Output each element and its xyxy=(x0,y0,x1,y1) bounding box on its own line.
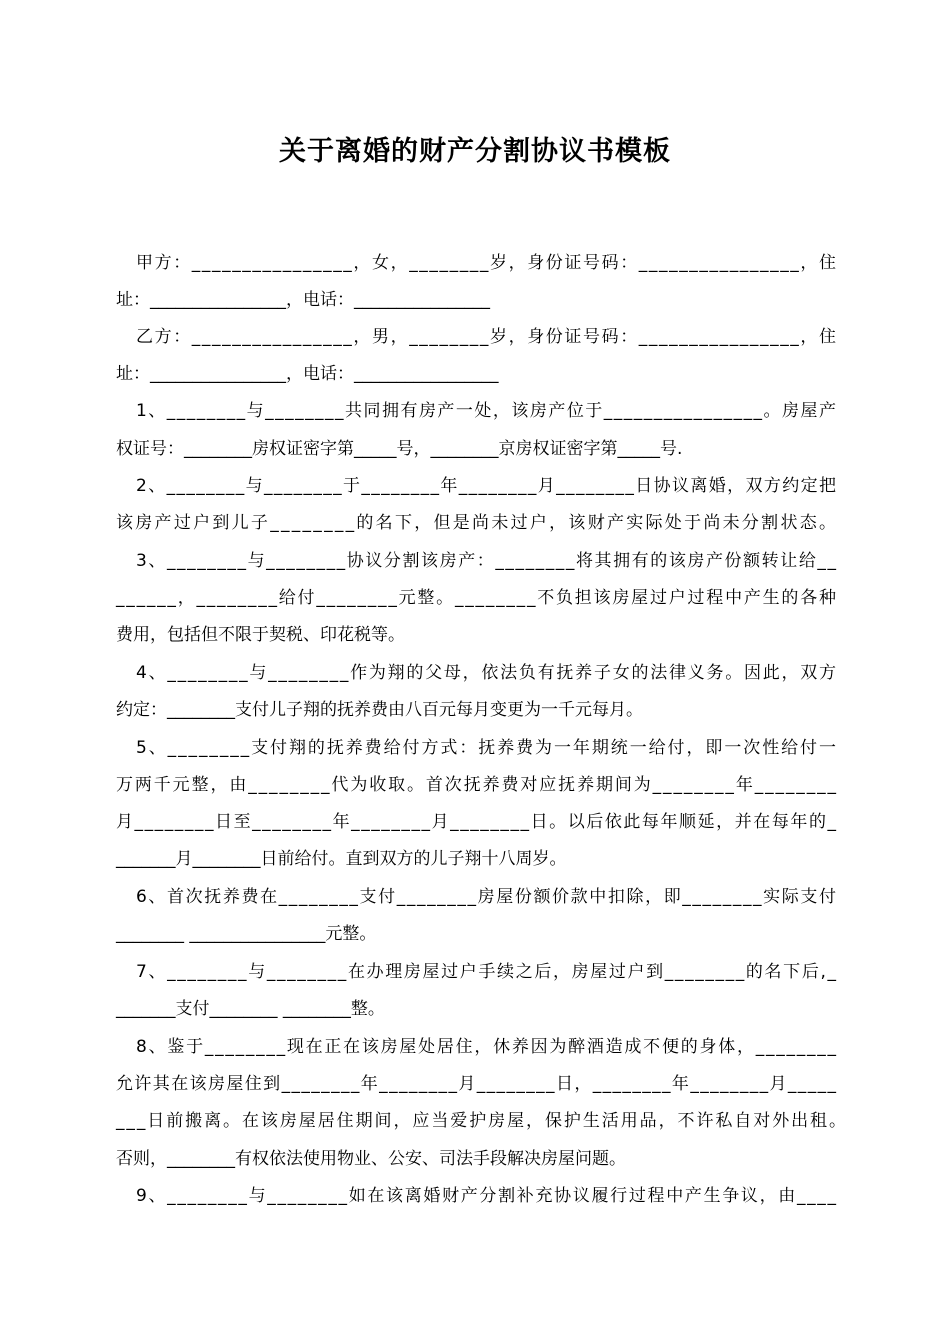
text-line: ______，________给付________元整。________不负担该房屋过户过程中产生的各种 xyxy=(116,588,838,608)
text-line: ________ ________________元整。 xyxy=(116,924,377,944)
text-line: 否则，________有权依法使用物业、公安、司法手段解决房屋问题。 xyxy=(116,1149,626,1169)
text-line: _______支付________ ________整。 xyxy=(116,999,385,1019)
text-line: 址：________________，电话：________________ xyxy=(116,290,490,310)
text-line: 4、________与________作为翔的父母，依法负有抚养子女的法律义务。因此，双方 xyxy=(136,663,838,683)
text-line: 1、________与________共同拥有房产一处，该房产位于________________。房屋产 xyxy=(136,401,838,421)
text-line: 费用，包括但不限于契税、印花税等。 xyxy=(116,625,405,645)
text-line: 5、________支付翔的抚养费给付方式：抚养费为一年期统一给付，即一次性给付一 xyxy=(136,738,838,758)
text-line: 9、________与________如在该离婚财产分割补充协议履行过程中产生争议，由____ xyxy=(136,1186,838,1206)
text-line: 约定：________支付儿子翔的抚养费由八百元每月变更为一千元每月。 xyxy=(116,700,643,720)
text-line: 7、________与________在办理房屋过户手续之后，房屋过户到________的名下后,_ xyxy=(136,962,838,982)
text-line: 月________日至________年________月________日。以后依此每年顺延，并在每年的_ xyxy=(116,812,838,832)
text-line: 址：________________，电话：_________________ xyxy=(116,364,499,384)
document-title: 关于离婚的财产分割协议书模板 xyxy=(279,136,671,167)
text-line: 万两千元整，由________代为收取。首次抚养费对应抚养期间为________年________ xyxy=(116,775,838,795)
text-line: 3、________与________协议分割该房产：________将其拥有的该房产份额转让给__ xyxy=(136,551,838,571)
text-line: 乙方：________________，男，________岁，身份证号码：________________，住 xyxy=(136,327,838,347)
text-line: 允许其在该房屋住到________年________月________日，________年________月_____ xyxy=(116,1074,838,1094)
text-line: 甲方：________________，女，________岁，身份证号码：________________，住 xyxy=(136,253,838,273)
text-line: 8、鉴于________现在正在该房屋处居住，休养因为醉酒造成不便的身体，________ xyxy=(136,1037,838,1057)
text-line: ___日前搬离。在该房屋居住期间，应当爱护房屋，保护生活用品，不许私自对外出租。 xyxy=(116,1111,848,1131)
text-line: 6、首次抚养费在________支付________房屋份额价款中扣除，即________实际支付 xyxy=(136,887,838,907)
text-line: 该房产过户到儿子________的名下，但是尚未过户，该财产实际处于尚未分割状态。 xyxy=(116,513,839,533)
text-line: 权证号：________房权证密字第_____号，________京房权证密字第_____号. xyxy=(116,439,683,459)
text-line: 2、________与________于________年________月________日协议离婚，双方约定把 xyxy=(136,476,838,496)
text-line: _______月________日前给付。直到双方的儿子翔十八周岁。 xyxy=(116,849,567,869)
